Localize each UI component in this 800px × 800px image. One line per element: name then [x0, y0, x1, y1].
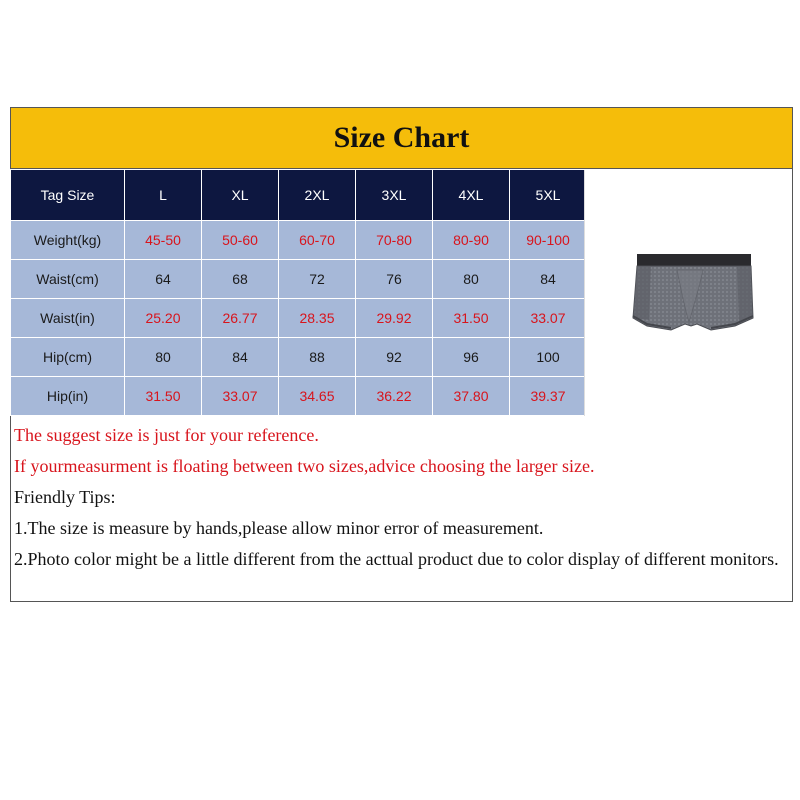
size-header-cell: 2XL: [279, 170, 356, 221]
table-cell: 33.07: [510, 299, 587, 338]
table-cell: 70-80: [356, 221, 433, 260]
title-bar: [10, 107, 793, 169]
table-cell: 28.35: [279, 299, 356, 338]
table-row: [11, 377, 587, 416]
size-header-cell: XL: [202, 170, 279, 221]
row-label: Hip(cm): [11, 338, 125, 377]
row-label: Waist(cm): [11, 260, 125, 299]
notes: [14, 420, 784, 575]
tips-heading: Friendly Tips:: [14, 487, 116, 507]
table-cell: 37.80: [433, 377, 510, 416]
table-cell: 68: [202, 260, 279, 299]
table-row: [11, 221, 587, 260]
table-cell: 92: [356, 338, 433, 377]
size-header-cell: 5XL: [510, 170, 587, 221]
table-header-row: [11, 170, 587, 221]
table-cell: 72: [279, 260, 356, 299]
table-row: [11, 338, 587, 377]
size-header-cell: 4XL: [433, 170, 510, 221]
table-cell: 33.07: [202, 377, 279, 416]
page-title: Size Chart: [333, 121, 470, 154]
table-cell: 88: [279, 338, 356, 377]
row-label: Weight(kg): [11, 221, 125, 260]
table-cell: 64: [125, 260, 202, 299]
table-row: [11, 260, 587, 299]
table-row: [11, 299, 587, 338]
table-cell: 90-100: [510, 221, 587, 260]
table-cell: 60-70: [279, 221, 356, 260]
table-cell: 80-90: [433, 221, 510, 260]
table-cell: 26.77: [202, 299, 279, 338]
sizing-advice: If yourmeasurment is floating between two sizes,advice choosing the larger size.: [14, 456, 595, 476]
product-image: [584, 170, 792, 416]
table-cell: 31.50: [125, 377, 202, 416]
table-cell: 84: [202, 338, 279, 377]
table-cell: 31.50: [433, 299, 510, 338]
size-header-cell: 3XL: [356, 170, 433, 221]
table-cell: 29.92: [356, 299, 433, 338]
table-cell: 80: [125, 338, 202, 377]
grey-boxer-brief-icon: [585, 170, 793, 416]
table-cell: 25.20: [125, 299, 202, 338]
table-cell: 80: [433, 260, 510, 299]
tip-2: 2.Photo color might be a little different from the acttual product due to color display of different monitors.: [14, 549, 779, 569]
table-cell: 50-60: [202, 221, 279, 260]
size-header-cell: L: [125, 170, 202, 221]
table-cell: 84: [510, 260, 587, 299]
row-label: Waist(in): [11, 299, 125, 338]
tip-1: 1.The size is measure by hands,please allow minor error of measurement.: [14, 518, 544, 538]
tag-size-header: Tag Size: [11, 170, 125, 221]
table-cell: 100: [510, 338, 587, 377]
reference-note: The suggest size is just for your reference.: [14, 425, 319, 445]
table-cell: 34.65: [279, 377, 356, 416]
table-cell: 96: [433, 338, 510, 377]
row-label: Hip(in): [11, 377, 125, 416]
size-table: [10, 169, 587, 416]
table-cell: 76: [356, 260, 433, 299]
table-cell: 36.22: [356, 377, 433, 416]
table-cell: 39.37: [510, 377, 587, 416]
table-cell: 45-50: [125, 221, 202, 260]
